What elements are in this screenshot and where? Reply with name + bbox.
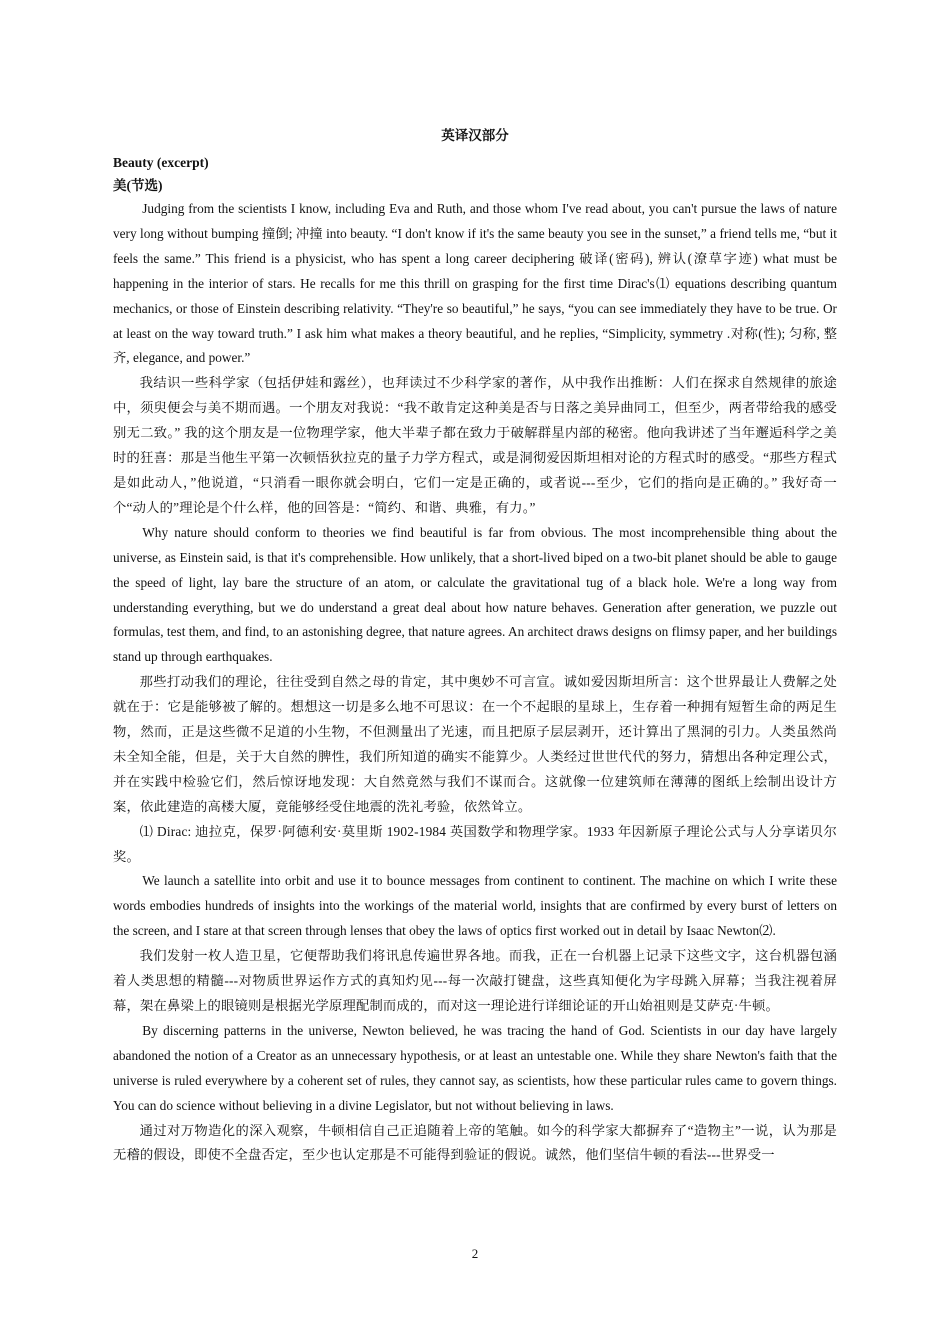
- section-title: 英译汉部分: [441, 128, 509, 143]
- heading-english: Beauty (excerpt): [113, 155, 209, 170]
- heading-chinese: 美(节选): [113, 178, 163, 193]
- paragraph-zh-3: 我们发射一枚人造卫星，它便帮助我们将讯息传遍世界各地。而我，正在一台机器上记录下这些文字，这台机器包涵着人类思想的精髓---对物质世界运作方式的真知灼见---每一次敲打键盘，这些真知便化为字母跳入屏幕；当我注视着屏幕，架在鼻梁上的眼镜则是根据光学原理配制而成的，而对这一理论进行详细论证的开山始祖则是艾萨克·牛顿。: [113, 948, 837, 1013]
- paragraph-en-4: By discerning patterns in the universe, Newton believed, he was tracing the hand of God. Scientists in our day have largely abandoned the notion of a Creator as an unnecessary hypothesis, or at least an untestable one. While they share Newton's faith that the universe is ruled everywhere by a coherent set of rules, they cannot say, as scientists, how these particular rules came to govern things. You can do science without believing in a divine Legislator, but not without believing in laws.: [113, 1022, 837, 1113]
- paragraph-en-3: We launch a satellite into orbit and use it to bounce messages from continent to continent. The machine on which I write these words embodies hundreds of insights into the workings of the material world, insights that are confirmed by every burst of letters on the screen, and I stare at that screen through lenses that obey the laws of optics first worked out in detail by Isaac Newton⑵.: [113, 873, 837, 939]
- paragraph-zh-1: 我结识一些科学家（包括伊娃和露丝），也拜读过不少科学家的著作，从中我作出推断：人们在探求自然规律的旅途中，须臾便会与美不期而遇。一个朋友对我说：“我不敢肯定这种美是否与日落之美异曲同工，但至少，两者带给我的感受别无二致。” 我的这个朋友是一位物理学家，他大半辈子都在致力于破解群星内部的秘密。他向我讲述了当年邂逅科学之美时的狂喜：那是当他生平第一次顿悟狄拉克的量子力学方程式，或是洞彻爱因斯坦相对论的方程式时的感受。“那些方程式是如此动人，”他说道，“只消看一眼你就会明白，它们一定是正确的，或者说---至少，它们的指向是正确的。” 我好奇一个“动人的”理论是个什么样，他的回答是：“简约、和谐、典雅，有力。”: [113, 375, 837, 515]
- paragraph-zh-2: 那些打动我们的理论，往往受到自然之母的肯定，其中奥妙不可言宣。诚如爱因斯坦所言：这个世界最让人费解之处就在于：它是能够被了解的。想想这一切是多么地不可思议：在一个不起眼的星球上，生存着一种拥有短暂生命的两足生物，然而，正是这些微不足道的小生物，不但测量出了光速，而且把原子层层剥开，还计算出了黑洞的引力。人类虽然尚未全知全能，但是，关于大自然的脾性，我们所知道的确实不能算少。人类经过世世代代的努力，猜想出各种定理公式，并在实践中检验它们，然后惊讶地发现：大自然竟然与我们不谋而合。这就像一位建筑师在薄薄的图纸上绘制出设计方案，依此建造的高楼大厦，竟能够经受住地震的洗礼考验，依然耸立。: [113, 674, 837, 814]
- paragraph-zh-4: 通过对万物造化的深入观察，牛顿相信自己正追随着上帝的笔触。如今的科学家大都摒弃了“造物主”一说，认为那是无稽的假设，即使不全盘否定，至少也认定那是不可能得到验证的假说。诚然，他们坚信牛顿的看法---世界受一: [113, 1122, 837, 1163]
- page-content: [113, 127, 837, 1168]
- page-number: 2: [471, 1246, 479, 1261]
- footnote-dirac: ⑴ Dirac: 迪拉克，保罗·阿德利安·莫里斯 1902-1984 英国数学和物理学家。1933 年因新原子理论公式与人分享诺贝尔奖。: [113, 823, 837, 864]
- paragraph-en-1: Judging from the scientists I know, including Eva and Ruth, and those whom I've read about, you can't pursue the laws of nature very long without bumping 撞倒; 冲撞 into beauty. “I don't know if it's the same beauty you see in the sunset,” a friend tells me, “but it feels the same.” This friend is a physicist, who has spent a long career deciphering 破译(密码), 辨认(潦草字迹) what must be happening in the interior of stars. He recalls for me this thrill on grasping for the first time Dirac's⑴ equations describing quantum mechanics, or those of Einstein describing relativity. “They're so beautiful,” he says, “you can see immediately they have to be true. Or at least on the way toward truth.” I ask him what makes a theory beautiful, and he replies, “Simplicity, symmetry .对称(性); 匀称, 整齐, elegance, and power.”: [113, 201, 837, 366]
- paragraph-en-2: Why nature should conform to theories we find beautiful is far from obvious. The most incomprehensible thing about the universe, as Einstein said, is that it's comprehensible. How unlikely, that a short-lived biped on a two-bit planet should be able to gauge the speed of light, lay bare the structure of an atom, or calculate the gravitational tug of a black hole. We're a long way from understanding everything, but we do understand a great deal about how nature behaves. Generation after generation, we puzzle out formulas, test them, and find, to an astonishing degree, that nature agrees. An architect draws designs on flimsy paper, and her buildings stand up through earthquakes.: [113, 524, 837, 665]
